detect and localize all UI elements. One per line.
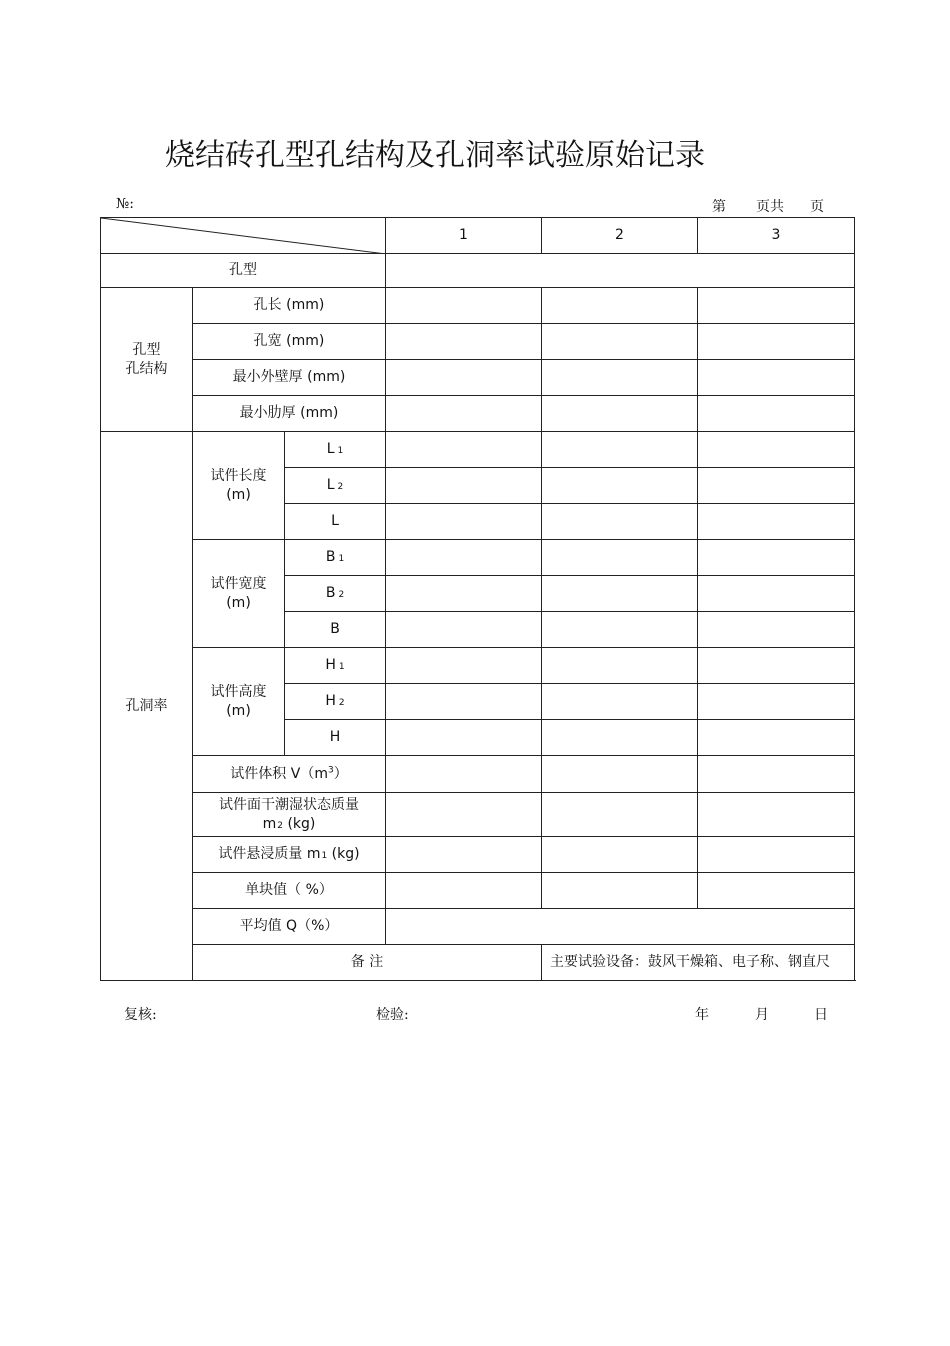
cell[interactable] [698,504,855,540]
year-label: 年 [695,1007,709,1023]
page-title [0,130,950,174]
wet-mass-line2 [193,815,385,833]
cell[interactable] [542,756,698,793]
B1-sub: 1 [338,554,345,565]
value-kongxing[interactable] [386,254,855,288]
cell[interactable] [386,837,542,873]
row-waibihou [101,360,855,396]
page-info [712,196,824,216]
cell[interactable] [386,720,542,756]
row-leihou [101,396,855,432]
cell[interactable] [542,288,698,324]
H1-sub: 1 [338,662,345,673]
L1-sub: 1 [337,446,344,457]
group-kongdonglv: 孔洞率 [101,432,193,981]
group-width: 试件宽度 (m) [193,540,285,648]
label-B1 [285,540,386,576]
label-H2 [285,684,386,720]
cell[interactable] [698,288,855,324]
row-kongxing [101,254,855,288]
B2-sub: 2 [338,590,345,601]
cell[interactable] [386,793,542,837]
cell[interactable] [698,396,855,432]
cell[interactable] [698,873,855,909]
cell[interactable] [698,720,855,756]
cell[interactable] [698,684,855,720]
cell[interactable] [386,504,542,540]
cell[interactable] [386,612,542,648]
label-H: H [285,720,386,756]
value-average[interactable] [386,909,855,945]
row-single [101,873,855,909]
label-wet-mass [193,793,386,837]
record-table-wrapper [100,217,854,981]
cell[interactable] [698,576,855,612]
volume-end: ） [333,765,348,782]
cell[interactable] [542,576,698,612]
row-B1 [101,540,855,576]
cell[interactable] [386,648,542,684]
page-di: 第 [712,199,726,215]
cell[interactable] [386,468,542,504]
B-text: B [325,585,336,602]
cell[interactable] [698,432,855,468]
cell[interactable] [386,288,542,324]
header-row [101,218,855,254]
cell[interactable] [386,576,542,612]
label-leihou: 最小肋厚 (mm) [193,396,386,432]
wet-mass-m: m [262,815,277,832]
cell[interactable] [542,837,698,873]
label-kongchang: 孔长 (mm) [193,288,386,324]
wet-mass-sub: 2 [277,820,283,831]
cell[interactable] [698,324,855,360]
cell[interactable] [542,504,698,540]
label-average: 平均值 Q（%） [193,909,386,945]
label-H1 [285,648,386,684]
cell[interactable] [542,684,698,720]
inspect-label: 检验: [376,1007,409,1023]
row-average [101,909,855,945]
label-kongxing: 孔型 [101,254,386,288]
value-remark: 主要试验设备：鼓风干燥箱、电子称、钢直尺 [542,945,855,981]
cell[interactable] [698,793,855,837]
month-label: 月 [755,1007,769,1023]
label-L1 [285,432,386,468]
label-remark: 备 注 [193,945,542,981]
cell[interactable] [386,873,542,909]
diagonal-header-cell [101,218,386,254]
label-kongkuan: 孔宽 (mm) [193,324,386,360]
cell[interactable] [698,648,855,684]
cell[interactable] [698,612,855,648]
cell[interactable] [386,756,542,793]
L-text: L [326,477,335,494]
page-title-text: 烧结砖孔型孔结构及孔洞率试验原始记录 [165,138,705,173]
label-B2 [285,576,386,612]
volume-text: 试件体积 V（m [230,765,328,782]
column-header-3: 3 [698,218,855,254]
cell[interactable] [698,360,855,396]
L-text: L [326,441,335,458]
group-kongjiegou: 孔型 孔结构 [101,288,193,432]
sub-mass-text: 试件悬浸质量 m [218,846,321,863]
cell[interactable] [542,720,698,756]
cell[interactable] [698,837,855,873]
row-L1 [101,432,855,468]
cell[interactable] [698,468,855,504]
cell[interactable] [386,360,542,396]
cell[interactable] [386,324,542,360]
cell[interactable] [542,612,698,648]
column-header-1: 1 [386,218,542,254]
cell[interactable] [542,396,698,432]
label-L: L [285,504,386,540]
cell[interactable] [698,540,855,576]
diagonal-line [101,218,386,254]
H-text: H [325,657,336,674]
row-kongchang [101,288,855,324]
H-text: H [325,693,336,710]
label-B: B [285,612,386,648]
cell[interactable] [386,432,542,468]
record-table [100,217,855,981]
label-waibihou: 最小外壁厚 (mm) [193,360,386,396]
cell[interactable] [542,540,698,576]
page-ye-gong: 页共 [756,199,784,215]
cell[interactable] [542,324,698,360]
sub-mass-sub: 1 [321,851,328,862]
row-wet-mass [101,793,855,837]
volume-sup: 3 [327,765,334,776]
column-header-2: 2 [542,218,698,254]
label-single: 单块值（ %） [193,873,386,909]
label-volume [193,756,386,793]
review-label: 复核: [124,1007,157,1023]
row-sub-mass [101,837,855,873]
L2-sub: 2 [337,482,344,493]
cell[interactable] [386,684,542,720]
group-height: 试件高度 (m) [193,648,285,756]
cell[interactable] [542,793,698,837]
label-sub-mass [193,837,386,873]
wet-mass-line1: 试件面干潮湿状态质量 [219,797,359,814]
cell[interactable] [698,756,855,793]
B-text: B [325,549,336,566]
group-length: 试件长度 (m) [193,432,285,540]
wet-mass-unit: (kg) [283,815,316,832]
row-H1 [101,648,855,684]
cell[interactable] [542,873,698,909]
label-L2 [285,468,386,504]
sub-mass-unit: (kg) [327,846,360,863]
cell[interactable] [542,432,698,468]
H2-sub: 2 [338,698,345,709]
row-kongkuan [101,324,855,360]
page-ye: 页 [810,199,824,215]
day-label: 日 [814,1007,828,1023]
row-volume [101,756,855,793]
cell[interactable] [542,468,698,504]
record-number-label: №: [116,196,134,212]
cell[interactable] [542,360,698,396]
cell[interactable] [542,648,698,684]
row-remark [101,945,855,981]
cell[interactable] [386,540,542,576]
cell[interactable] [386,396,542,432]
